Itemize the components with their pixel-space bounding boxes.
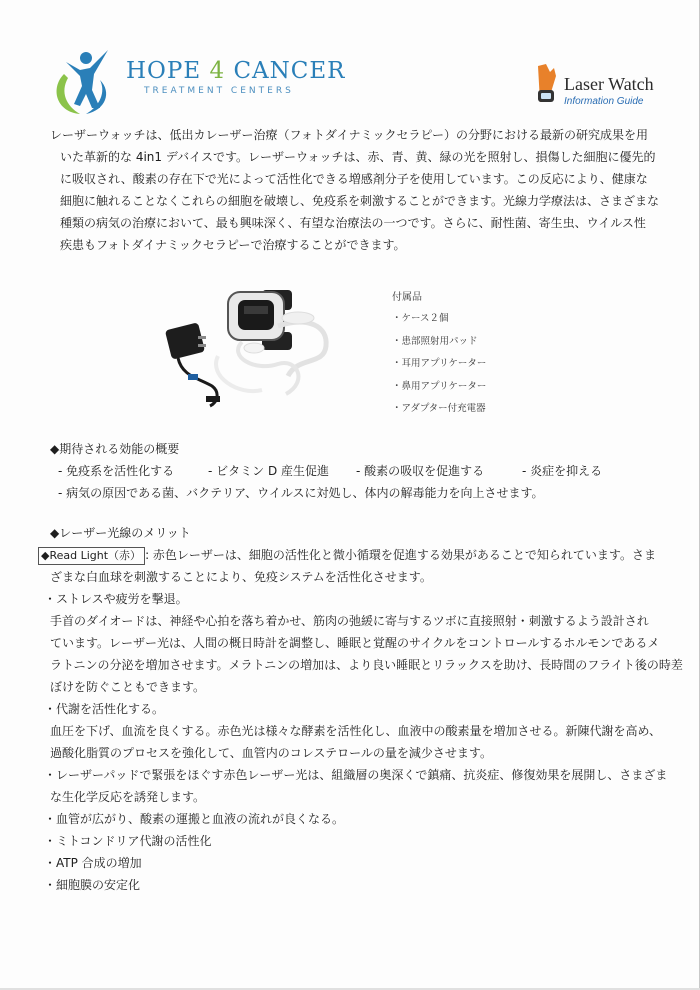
- intro-line: レーザーウォッチは、低出カレーザー治療（フォトダイナミックセラピー）の分野における最新の研究成果を用: [50, 128, 648, 142]
- accessories-list: [392, 288, 486, 421]
- intro-line: 細胞に触れることなくこれらの細胞を破壊し、免疫系を刺激することができます。光線力学療法は、さまざまな: [60, 194, 660, 208]
- red-light-desc: : 赤色レーザーは、細胞の活性化と微小循環を促進する効果があることで知られています。さま: [145, 548, 656, 562]
- merit-bullet: ・ATP 合成の増加: [44, 856, 142, 870]
- merit-bullet: ・ミトコンドリア代謝の活性化: [44, 834, 212, 848]
- brand-name: HOPE 4 CANCER: [126, 58, 346, 84]
- effect-item: - 免疫系を活性化する: [58, 464, 175, 478]
- intro-line: 種類の病気の治療において、最も興味深く、有望な治療法の一つです。さらに、耐性菌、寄生虫、ウイルス性: [60, 216, 646, 230]
- accessory-item: ・ケース２個: [392, 313, 449, 324]
- intro-line: に吸収され、酸素の存在下で光によって活性化できる増感剤分子を使用しています。この反応により、健康な: [60, 172, 648, 186]
- metabolism-line: 血圧を下げ、血流を良くする。赤色光は様々な酵素を活性化し、血液中の酸素量を増加させる。新陳代謝を高め、: [50, 724, 662, 738]
- brand-tagline: TREATMENT CENTERS: [144, 86, 294, 96]
- effects-section: [50, 438, 680, 504]
- guide-title: Laser Watch: [564, 74, 654, 94]
- effect-item: - 炎症を抑える: [522, 464, 603, 478]
- accessory-item: ・耳用アプリケーター: [392, 358, 487, 369]
- effect-item: - ビタミン D 産生促進: [208, 464, 330, 478]
- accessory-item: ・アダプター付充電器: [392, 403, 486, 414]
- accessories-title: 付属品: [392, 292, 422, 303]
- pad-line-cont: な生化学反応を誘発します。: [50, 790, 206, 804]
- intro-line: 疾患もフォトダイナミックセラピーで治療することができます。: [60, 238, 406, 252]
- merit-bullet: ・細胞膜の安定化: [44, 878, 141, 892]
- laser-watch-badge: [532, 62, 662, 116]
- hope4cancer-figure-icon: [46, 44, 126, 118]
- intro-paragraph: [50, 124, 670, 256]
- guide-subtitle: Information Guide: [564, 96, 644, 107]
- metabolism-title: ・代謝を活性化する。: [44, 702, 165, 716]
- product-photo: [158, 286, 358, 416]
- red-light-desc-cont: ざまな白血球を刺激することにより、免疫システムを活性化させます。: [50, 570, 432, 584]
- red-light-line: [41, 544, 680, 566]
- stress-title: ・ストレスや疲労を撃退。: [44, 592, 188, 606]
- effect-extra: - 病気の原因である菌、バクテリア、ウイルスに対処し、体内の解毒能力を向上させます。: [58, 486, 544, 500]
- merit-bullet: ・血管が広がり、酸素の運搬と血液の流れが良くなる。: [44, 812, 345, 826]
- effects-heading: ◆期待される効能の概要: [50, 442, 180, 456]
- wrist-watch-icon: [532, 62, 564, 116]
- stress-line: ぼけを防ぐこともできます。: [50, 680, 206, 694]
- merits-section: [41, 522, 683, 896]
- hope4cancer-logo: [46, 44, 346, 118]
- stress-line: ています。レーザー光は、人間の概日時計を調整し、睡眠と覚醒のサイクルをコントロールするホルモンであるメ: [50, 636, 660, 650]
- red-light-tag: ◆Read Light（赤）: [38, 547, 145, 565]
- intro-line: いた革新的な 4in1 デバイスです。レーザーウォッチは、赤、青、黄、緑の光を照射し、損傷した細胞に優先的: [60, 150, 656, 164]
- effect-item: - 酸素の吸収を促進する: [356, 464, 485, 478]
- pad-line: ・レーザーパッドで緊張をほぐす赤色レーザー光は、組織層の奥深くで鎮痛、抗炎症、修復効果を展開し、さまざま: [44, 768, 668, 782]
- accessory-item: ・患部照射用パッド: [392, 335, 478, 347]
- stress-line: ラトニンの分泌を増加させます。メラトニンの増加は、より良い睡眠とリラックスを助け、長時間のフライト後の時差: [50, 658, 683, 672]
- stress-line: 手首のダイオードは、神経や心拍を落ち着かせ、筋肉の弛緩に寄与するツボに直接照射・刺激するよう設計され: [50, 614, 649, 628]
- merits-heading: ◆レーザー光線のメリット: [50, 526, 191, 540]
- accessory-item: ・鼻用アプリケーター: [392, 380, 487, 392]
- laser-watch-product-image: [158, 286, 358, 416]
- effects-row: [50, 460, 680, 482]
- metabolism-line: 過酸化脂質のプロセスを強化して、血管内のコレステロールの量を減少させます。: [50, 746, 492, 760]
